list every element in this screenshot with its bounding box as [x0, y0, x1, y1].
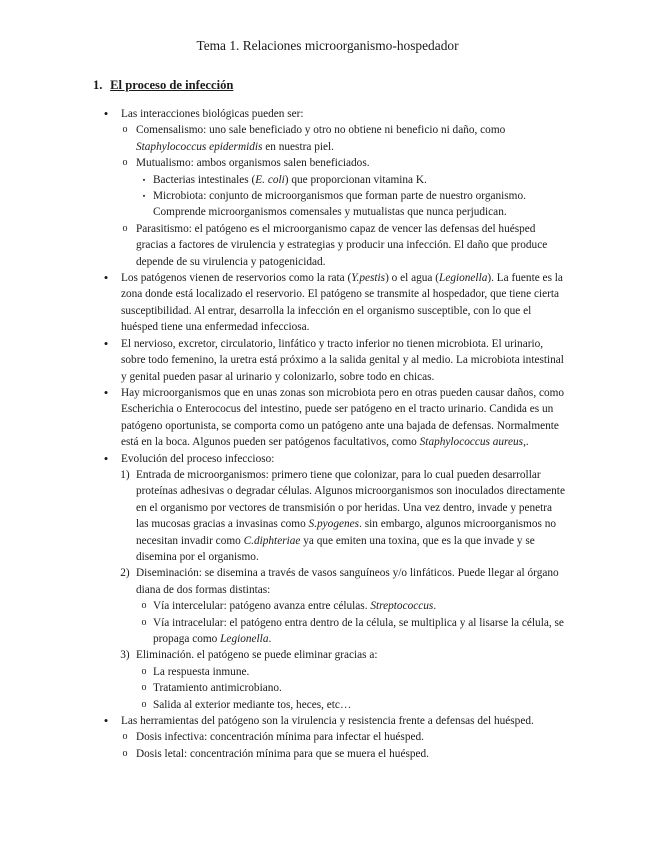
bullet-marker: • [103, 713, 109, 729]
item-text: ). La fuente es la zona donde está localizado el reservorio. El patógeno se transmite al hospedador, que tiene cierta susceptibilidad. Al entrar, desarrolla la infección en el organismo susceptible, con lo que el huésped tiene una enfermedad infecciosa. [121, 272, 563, 334]
item-text: Las herramientas del patógeno son la virulencia y resistencia frente a defensas del huésped. [121, 715, 534, 728]
species-name: Legionella [439, 272, 488, 285]
circle-marker: o [141, 616, 147, 628]
sub-sub-list-item [0, 615, 655, 648]
item-text: Tratamiento antimicrobiano. [153, 682, 282, 695]
list-item [0, 106, 655, 122]
item-text: Salida al exterior mediante tos, heces, etc… [153, 698, 352, 711]
circle-marker: o [122, 124, 128, 136]
circle-marker: o [141, 698, 147, 710]
list-item [0, 451, 655, 467]
sub-sub-list-item [0, 172, 655, 188]
item-text: Diseminación: se disemina a través de vasos sanguíneos y/o linfáticos. Puede llegar al órgano diana de dos formas distintas: [136, 567, 559, 596]
page-title: Tema 1. Relaciones microorganismo-hospedador [196, 38, 459, 53]
item-text: El nervioso, excretor, circulatorio, linfático y tracto inferior no tienen microbiota. El urinario, sobre todo femenino, la uretra está próximo a la salida genital y al medio. La microbiota intestinal y genital pueden pasar al urinario y colonizarlo, sobre todo en chicas. [121, 337, 564, 383]
item-text: Vía intercelular: patógeno avanza entre células. [153, 600, 371, 613]
species-name: S.pyogenes [308, 518, 360, 531]
item-text: Dosis infectiva: concentración mínima para infectar el huésped. [136, 731, 424, 744]
bullet-marker: • [103, 384, 109, 400]
section-heading [93, 76, 233, 94]
sub-sub-list-item [0, 664, 655, 680]
item-text: ya que emiten una toxina, que es la que invade y se disemina por el organismo. [136, 534, 535, 563]
number-marker: 2) [120, 567, 130, 580]
numbered-item [0, 467, 655, 565]
numbered-item [0, 565, 655, 598]
species-name: C.diphteriae [243, 534, 301, 547]
item-text: Dosis letal: concentración mínima para que se muera el huésped. [136, 747, 429, 760]
square-marker: ▪ [142, 175, 146, 184]
bullet-marker: • [103, 450, 109, 466]
species-name: Staphylococcus aureus [419, 436, 524, 449]
item-text: Hay microorganismos que en unas zonas son microbiota pero en otras pueden causar daños, como Escherichia o Enterococus del intestino, puede ser patógeno en el tracto urinario. Candida es un patógeno oportunista, se comporta como un patógeno ante una bajada de defensas. Normalmente está en la boca. Algunos pueden ser patógenos facultativos, como [121, 386, 565, 449]
sub-sub-list-item [0, 598, 655, 614]
item-text: Los patógenos vienen de reservorios como la rata ( [121, 272, 352, 285]
bullet-marker: • [103, 335, 109, 351]
item-text: ) que proporcionan vitamina K. [284, 173, 427, 186]
numbered-item [0, 647, 655, 663]
species-name: E. coli [255, 173, 285, 186]
section-number: 1. [93, 78, 103, 92]
number-marker: 1) [120, 468, 130, 481]
item-text: Las interacciones biológicas pueden ser: [121, 108, 304, 120]
species-name: Staphylococcus epidermidis [136, 140, 263, 153]
section-title: El proceso de infección [110, 78, 234, 92]
sub-sub-list-item [0, 680, 655, 696]
list-item [0, 270, 655, 336]
item-text: en nuestra piel. [262, 140, 334, 153]
circle-marker: o [141, 600, 147, 612]
sub-list-item [0, 155, 655, 171]
item-text: . [433, 600, 437, 613]
item-text: Parasitismo: el patógeno es el microorganismo capaz de vencer las defensas del huésped gracias a factores de virulencia y estrategias y producir una infección. El daño que produce depende de su virulencia y patogenicidad. [136, 222, 548, 268]
sub-list-item [0, 746, 655, 762]
item-text: Vía intracelular: el patógeno entra dentro de la célula, se multiplica y al lisarse la célula, se propaga como [153, 616, 564, 645]
item-text: Microbiota: conjunto de microorganismos que forman parte de nuestro organismo. Comprende microorganismos comensales y mutualistas que nunca perjudican. [153, 190, 526, 219]
item-text: Bacterias intestinales ( [153, 173, 256, 186]
document-body [0, 106, 655, 762]
circle-marker: o [141, 665, 147, 677]
item-text: ) o el agua ( [385, 272, 440, 285]
square-marker: ▪ [142, 192, 146, 201]
list-item [0, 336, 655, 385]
circle-marker: o [122, 157, 128, 169]
circle-marker: o [122, 747, 128, 759]
item-text: Eliminación. el patógeno se puede eliminar gracias a: [136, 649, 378, 662]
item-text: La respuesta inmune. [153, 665, 250, 678]
circle-marker: o [141, 682, 147, 694]
list-item [0, 713, 655, 729]
sub-sub-list-item [0, 697, 655, 713]
number-marker: 3) [120, 649, 130, 662]
list-item [0, 385, 655, 451]
item-text: Comensalismo: uno sale beneficiado y otro no obtiene ni beneficio ni daño, como [136, 124, 506, 137]
bullet-marker: • [103, 270, 109, 286]
item-text: ,. [523, 436, 529, 449]
species-name: Y.pestis [351, 272, 386, 285]
circle-marker: o [122, 222, 128, 234]
sub-sub-list-item [0, 188, 655, 221]
bullet-marker: • [103, 106, 109, 121]
item-text: Evolución del proceso infeccioso: [121, 452, 275, 465]
item-text: . sin embargo, algunos microorganismos no necesitan invadir como [136, 518, 557, 547]
item-text: . [268, 633, 272, 645]
sub-list-item [0, 221, 655, 270]
item-text: Entrada de microorganismos: primero tiene que colonizar, para lo cual pueden desarrollar proteínas adhesivas o degradar células. Algunos microorganismos son inoculados directamente en el organismo por vectores de transmisión o por heridas. Una vez dentro, invade y penetra las mucosas gracias a invasinas como [136, 468, 565, 531]
item-text: Mutualismo: ambos organismos salen beneficiados. [136, 157, 370, 170]
species-name: Streptococcus [370, 600, 434, 613]
sub-list-item [0, 729, 655, 745]
circle-marker: o [122, 731, 128, 743]
sub-list-item [0, 122, 655, 155]
species-name: Legionella [220, 633, 269, 645]
